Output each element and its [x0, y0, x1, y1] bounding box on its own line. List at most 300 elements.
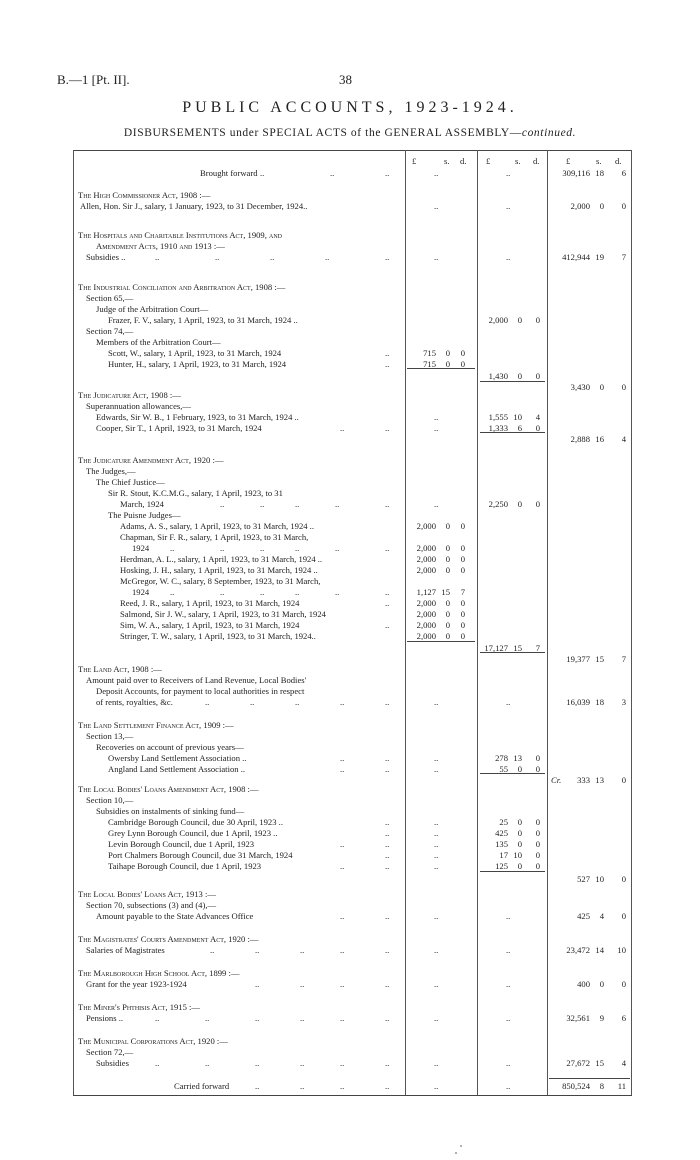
- row-label: Section 74,—: [86, 326, 134, 336]
- leader-dots: ..: [295, 543, 300, 553]
- empty-amount: ..: [434, 697, 439, 707]
- row-label: Chapman, Sir F. R., salary, 1 April, 1923, to 31 March,: [120, 532, 309, 542]
- row-label: Reed, J. R., salary, 1 April, 1923, to 31 March, 1924: [120, 598, 300, 608]
- row-label: Cambridge Borough Council, due 30 April, 1923 ..: [108, 817, 283, 827]
- speck: [460, 1145, 462, 1147]
- pence-value: 0: [621, 201, 626, 211]
- pence-value: 0: [460, 598, 465, 608]
- pounds-value: 715: [423, 348, 436, 358]
- pence-value: 0: [621, 979, 626, 989]
- row-label: Recoveries on account of previous years—: [96, 742, 244, 752]
- leader-dots: ..: [385, 423, 390, 433]
- leader-dots: ..: [385, 697, 390, 707]
- act-heading: The Land Act, 1908 :—: [78, 664, 162, 674]
- empty-amount: ..: [434, 168, 439, 178]
- shillings-value: 15: [595, 654, 604, 664]
- shillings-value: 10: [513, 850, 522, 860]
- pence-header: d.: [533, 156, 540, 166]
- shillings-value: 13: [513, 753, 522, 763]
- leader-dots: ..: [385, 861, 390, 871]
- pence-value: 3: [621, 697, 626, 707]
- leader-dots: ..: [260, 543, 265, 553]
- pence-value: 7: [621, 252, 626, 262]
- leader-dots: ..: [270, 252, 275, 262]
- row-label: Grey Lynn Borough Council, due 1 April, 1923 ..: [108, 828, 278, 838]
- pounds-value: 17,127: [484, 643, 508, 653]
- pounds-value: 25: [499, 817, 508, 827]
- pence-value: 7: [460, 587, 465, 597]
- leader-dots: ..: [385, 499, 390, 509]
- pounds-value: 425: [495, 828, 508, 838]
- pounds-value: 333: [577, 775, 590, 785]
- pence-value: 7: [621, 654, 626, 664]
- leader-dots: ..: [385, 1058, 390, 1068]
- leader-dots: ..: [385, 1013, 390, 1023]
- pounds-value: 2,000: [416, 598, 436, 608]
- pence-value: 6: [621, 1013, 626, 1023]
- leader-dots: ..: [255, 1058, 260, 1068]
- subtitle-continued: continued.: [521, 127, 577, 139]
- pounds-value: 2,250: [488, 499, 508, 509]
- leader-dots: ..: [300, 1081, 305, 1091]
- shillings-value: 0: [445, 543, 450, 553]
- shillings-value: 0: [445, 598, 450, 608]
- row-label: 1924: [132, 587, 150, 597]
- shillings-value: 9: [599, 1013, 604, 1023]
- leader-dots: ..: [295, 587, 300, 597]
- shillings-value: 0: [517, 839, 522, 849]
- leader-dots: ..: [340, 1081, 345, 1091]
- empty-amount: ..: [434, 201, 439, 211]
- pounds-value: 2,000: [416, 609, 436, 619]
- pounds-value: 400: [577, 979, 590, 989]
- leader-dots: ..: [220, 587, 225, 597]
- pounds-value: 2,000: [416, 554, 436, 564]
- row-label: Deposit Accounts, for payment to local authorities in respect: [96, 686, 305, 696]
- shillings-value: 18: [595, 697, 604, 707]
- shillings-value: 0: [517, 861, 522, 871]
- act-heading: The Miner's Phthisis Act, 1915 :—: [78, 1002, 201, 1012]
- leader-dots: ..: [340, 1058, 345, 1068]
- pence-value: 0: [621, 911, 626, 921]
- pounds-value: 135: [495, 839, 508, 849]
- row-label: Angland Land Settlement Association ..: [108, 764, 246, 774]
- empty-amount: ..: [506, 1058, 511, 1068]
- credit-marker: Cr.: [551, 775, 562, 785]
- row-label: Subsidies on instalments of sinking fund—: [96, 806, 245, 816]
- row-label: Brought forward: [200, 168, 258, 178]
- row-label: Amount payable to the State Advances Office: [96, 911, 254, 921]
- shillings-value: 0: [517, 315, 522, 325]
- leader-dots: ..: [385, 764, 390, 774]
- shillings-value: 0: [599, 201, 604, 211]
- pounds-value: 125: [495, 861, 508, 871]
- leader-dots: ..: [155, 1058, 160, 1068]
- leader-dots: ..: [385, 543, 390, 553]
- leader-dots: ..: [255, 1081, 260, 1091]
- row-label: Hosking, J. H., salary, 1 April, 1923, to 31 March, 1924 ..: [120, 565, 318, 575]
- row-label: 1924: [132, 543, 150, 553]
- act-heading: The Local Bodies' Loans Amendment Act, 1908 :—: [78, 784, 259, 794]
- shillings-value: 0: [445, 359, 450, 369]
- pounds-value: 850,524: [562, 1081, 590, 1091]
- shillings-value: 0: [445, 348, 450, 358]
- empty-amount: ..: [434, 412, 439, 422]
- pounds-value: 715: [423, 359, 436, 369]
- empty-amount: ..: [506, 168, 511, 178]
- empty-amount: ..: [434, 753, 439, 763]
- leader-dots: ..: [300, 1013, 305, 1023]
- pence-value: 0: [535, 861, 540, 871]
- leader-dots: ..: [220, 543, 225, 553]
- shillings-value: 6: [517, 423, 522, 433]
- row-label: Levin Borough Council, due 1 April, 1923: [108, 839, 255, 849]
- pounds-header: £: [412, 156, 417, 166]
- pence-value: 0: [460, 359, 465, 369]
- leader-dots: ..: [220, 499, 225, 509]
- empty-amount: ..: [434, 252, 439, 262]
- empty-amount: ..: [434, 817, 439, 827]
- pounds-value: 1,333: [488, 423, 508, 433]
- pence-header: d.: [615, 156, 622, 166]
- leader-dots: ..: [340, 697, 345, 707]
- row-label: The Judges,—: [86, 466, 136, 476]
- row-label: Carried forward: [174, 1081, 230, 1091]
- pence-value: 4: [621, 1058, 626, 1068]
- leader-dots: ..: [295, 697, 300, 707]
- row-label: Section 10,—: [86, 795, 134, 805]
- empty-amount: ..: [434, 850, 439, 860]
- pence-value: 0: [460, 348, 465, 358]
- leader-dots: ..: [340, 1013, 345, 1023]
- row-label: Port Chalmers Borough Council, due 31 March, 1924: [108, 850, 293, 860]
- pounds-value: 278: [495, 753, 508, 763]
- shillings-header: s.: [515, 156, 521, 166]
- row-label: The Puisne Judges—: [108, 510, 181, 520]
- row-label: Subsidies ..: [86, 252, 126, 262]
- act-heading: The Judicature Act, 1908 :—: [78, 390, 181, 400]
- leader-dots: ..: [385, 587, 390, 597]
- leader-dots: ..: [300, 979, 305, 989]
- empty-amount: ..: [434, 861, 439, 871]
- pence-value: 0: [535, 817, 540, 827]
- leader-dots: ..: [335, 543, 340, 553]
- empty-amount: ..: [434, 839, 439, 849]
- row-label: Cooper, Sir T., 1 April, 1923, to 31 March, 1924: [96, 423, 262, 433]
- leader-dots: ..: [170, 587, 175, 597]
- shillings-value: 15: [441, 587, 450, 597]
- row-label: Taihape Borough Council, due 1 April, 1923: [108, 861, 262, 871]
- leader-dots: ..: [340, 861, 345, 871]
- empty-amount: ..: [434, 828, 439, 838]
- leader-dots: ..: [385, 168, 390, 178]
- shillings-value: 16: [595, 434, 604, 444]
- leader-dots: ..: [340, 764, 345, 774]
- leader-dots: ..: [385, 598, 390, 608]
- pounds-value: 425: [577, 911, 590, 921]
- row-label: March, 1924: [120, 499, 164, 509]
- pounds-header: £: [486, 156, 491, 166]
- empty-amount: ..: [434, 499, 439, 509]
- row-label: Owersby Land Settlement Association ..: [108, 753, 247, 763]
- leader-dots: ..: [340, 753, 345, 763]
- shillings-value: 19: [595, 252, 604, 262]
- shillings-value: 0: [445, 631, 450, 641]
- row-label: Section 65,—: [86, 293, 134, 303]
- pence-value: 0: [460, 521, 465, 531]
- leader-dots: ..: [155, 1013, 160, 1023]
- pounds-header: £: [566, 156, 571, 166]
- leader-dots: ..: [385, 945, 390, 955]
- pence-value: 0: [535, 839, 540, 849]
- leader-dots: ..: [385, 348, 390, 358]
- leader-dots: ..: [330, 168, 335, 178]
- empty-amount: ..: [434, 764, 439, 774]
- pence-value: 0: [621, 382, 626, 392]
- act-heading: The Industrial Conciliation and Arbitration Act, 1908 :—: [78, 282, 286, 292]
- pence-value: 0: [535, 499, 540, 509]
- pounds-value: 1,127: [416, 587, 436, 597]
- act-heading: The Judicature Amendment Act, 1920 :—: [78, 455, 224, 465]
- row-label: Sir R. Stout, K.C.M.G., salary, 1 April, 1923, to 31: [108, 488, 283, 498]
- shillings-value: 0: [445, 620, 450, 630]
- row-label: Herdman, A. L., salary, 1 April, 1923, to 31 March, 1924 ..: [120, 554, 323, 564]
- pounds-value: 2,000: [570, 201, 590, 211]
- act-heading: The Magistrates' Courts Amendment Act, 1920 :—: [78, 934, 259, 944]
- shillings-value: 10: [513, 412, 522, 422]
- leader-dots: ..: [385, 839, 390, 849]
- leader-dots: ..: [385, 828, 390, 838]
- pence-value: 0: [460, 565, 465, 575]
- pounds-value: 412,944: [562, 252, 590, 262]
- row-label: Allen, Hon. Sir J., salary, 1 January, 1923, to 31 December, 1924..: [80, 201, 308, 211]
- leader-dots: ..: [205, 697, 210, 707]
- pounds-value: 16,039: [566, 697, 590, 707]
- row-label: Stringer, T. W., salary, 1 April, 1923, to 31 March, 1924..: [120, 631, 316, 641]
- shillings-value: 0: [517, 764, 522, 774]
- empty-amount: ..: [506, 252, 511, 262]
- pounds-value: 2,000: [416, 543, 436, 553]
- pounds-value: 32,561: [566, 1013, 590, 1023]
- leader-dots: ..: [205, 1013, 210, 1023]
- pounds-value: 2,888: [570, 434, 590, 444]
- pounds-value: 2,000: [488, 315, 508, 325]
- pence-value: 4: [621, 434, 626, 444]
- shillings-value: 0: [445, 565, 450, 575]
- pounds-value: 27,672: [566, 1058, 590, 1068]
- pounds-value: 17: [499, 850, 508, 860]
- shillings-value: 0: [517, 817, 522, 827]
- shillings-header: s.: [444, 156, 450, 166]
- pounds-value: 2,000: [416, 565, 436, 575]
- shillings-value: 0: [445, 554, 450, 564]
- pounds-value: 2,000: [416, 521, 436, 531]
- row-label: Sim, W. A., salary, 1 April, 1923, to 31 March, 1924: [120, 620, 300, 630]
- leader-dots: ..: [385, 850, 390, 860]
- row-label: Grant for the year 1923-1924: [86, 979, 187, 989]
- shillings-value: 0: [517, 371, 522, 381]
- row-label: of rents, royalties, &c.: [96, 697, 173, 707]
- leader-dots: ..: [205, 1058, 210, 1068]
- leader-dots: ..: [385, 753, 390, 763]
- shillings-value: 15: [513, 643, 522, 653]
- pence-value: 0: [460, 543, 465, 553]
- leader-dots: ..: [300, 945, 305, 955]
- pounds-value: 23,472: [566, 945, 590, 955]
- row-label: Edwards, Sir W. B., 1 February, 1923, to 31 March, 1924 ..: [96, 412, 299, 422]
- leader-dots: ..: [260, 587, 265, 597]
- pounds-value: 55: [499, 764, 508, 774]
- empty-amount: ..: [506, 1013, 511, 1023]
- empty-amount: ..: [506, 697, 511, 707]
- row-label: Superannuation allowances,—: [86, 401, 192, 411]
- leader-dots: ..: [385, 252, 390, 262]
- shillings-value: 14: [595, 945, 604, 955]
- leader-dots: ..: [335, 499, 340, 509]
- leader-dots: ..: [255, 1013, 260, 1023]
- pounds-value: 3,430: [570, 382, 590, 392]
- pence-value: 10: [617, 945, 626, 955]
- leader-dots: ..: [385, 911, 390, 921]
- leader-dots: ..: [255, 979, 260, 989]
- leader-dots: ..: [250, 697, 255, 707]
- pounds-value: 1,430: [488, 371, 508, 381]
- empty-amount: ..: [506, 979, 511, 989]
- leader-dots: ..: [385, 359, 390, 369]
- leader-dots: ..: [295, 499, 300, 509]
- shillings-value: 8: [599, 1081, 604, 1091]
- leader-dots: ..: [210, 945, 215, 955]
- leader-dots: ..: [385, 620, 390, 630]
- row-label: Salmond, Sir J. W., salary, 1 April, 1923, to 31 March, 1924: [120, 609, 326, 619]
- document-reference: B.—1 [Pt. II].: [57, 72, 130, 87]
- leader-dots: ..: [155, 252, 160, 262]
- act-heading: The Hospitals and Charitable Institutions Act, 1909, and: [78, 230, 283, 240]
- pence-value: 4: [535, 412, 540, 422]
- empty-amount: ..: [434, 1013, 439, 1023]
- pence-value: 0: [460, 609, 465, 619]
- pence-value: 0: [535, 828, 540, 838]
- pence-value: 0: [535, 315, 540, 325]
- page-number: 38: [339, 72, 352, 87]
- shillings-value: 13: [595, 775, 604, 785]
- leader-dots: ..: [335, 587, 340, 597]
- shillings-value: 0: [599, 382, 604, 392]
- empty-amount: ..: [506, 1081, 511, 1091]
- pence-value: 0: [460, 620, 465, 630]
- row-label: Section 13,—: [86, 731, 134, 741]
- page-title: PUBLIC ACCOUNTS, 1923-1924.: [182, 99, 518, 116]
- act-heading: The Marlborough High School Act, 1899 :—: [78, 968, 240, 978]
- empty-amount: ..: [434, 945, 439, 955]
- row-label: Salaries of Magistrates: [86, 945, 165, 955]
- act-heading: The Municipal Corporations Act, 1920 :—: [78, 1036, 228, 1046]
- empty-amount: ..: [434, 1081, 439, 1091]
- shillings-value: 0: [445, 609, 450, 619]
- leader-dots: ..: [340, 911, 345, 921]
- row-label: Section 70, subsections (3) and (4),—: [86, 900, 217, 910]
- pence-value: 0: [460, 631, 465, 641]
- leader-dots: ..: [300, 1058, 305, 1068]
- act-heading: The High Commissioner Act, 1908 :—: [78, 190, 211, 200]
- row-label: Adams, A. S., salary, 1 April, 1923, to 31 March, 1924 ..: [120, 521, 314, 531]
- leader-dots: ..: [260, 168, 265, 178]
- leader-dots: ..: [215, 252, 220, 262]
- leader-dots: ..: [255, 945, 260, 955]
- leader-dots: ..: [385, 979, 390, 989]
- row-label: Members of the Arbitration Court—: [96, 337, 221, 347]
- leader-dots: ..: [385, 817, 390, 827]
- shillings-value: 18: [595, 168, 604, 178]
- shillings-value: 4: [599, 911, 604, 921]
- empty-amount: ..: [506, 911, 511, 921]
- speck: [455, 1152, 457, 1154]
- shillings-value: 0: [517, 828, 522, 838]
- pence-value: 0: [621, 775, 626, 785]
- leader-dots: ..: [325, 252, 330, 262]
- row-label: The Chief Justice—: [96, 477, 165, 487]
- shillings-value: 0: [445, 521, 450, 531]
- pence-value: 0: [535, 850, 540, 860]
- pence-value: 0: [621, 874, 626, 884]
- act-heading: Amendment Acts, 1910 and 1913 :—: [96, 241, 225, 251]
- row-label: Amount paid over to Receivers of Land Revenue, Local Bodies': [86, 675, 307, 685]
- subtitle-main: DISBURSEMENTS under SPECIAL ACTS of the GENERAL ASSEMBLY—: [123, 127, 522, 139]
- row-label: Hunter, H., salary, 1 April, 1923, to 31 March, 1924: [108, 359, 287, 369]
- shillings-value: 0: [517, 499, 522, 509]
- empty-amount: ..: [434, 979, 439, 989]
- pounds-value: 2,000: [416, 631, 436, 641]
- shillings-header: s.: [596, 156, 602, 166]
- leader-dots: ..: [340, 979, 345, 989]
- shillings-value: 15: [595, 1058, 604, 1068]
- pence-value: 7: [535, 643, 540, 653]
- pounds-value: 309,116: [562, 168, 590, 178]
- leader-dots: ..: [170, 543, 175, 553]
- shillings-value: 0: [599, 979, 604, 989]
- empty-amount: ..: [434, 911, 439, 921]
- leader-dots: ..: [260, 499, 265, 509]
- pounds-value: 19,377: [566, 654, 590, 664]
- pounds-value: 2,000: [416, 620, 436, 630]
- row-label: Subsidies: [96, 1058, 129, 1068]
- row-label: Scott, W., salary, 1 April, 1923, to 31 March, 1924: [108, 348, 282, 358]
- pounds-value: 527: [577, 874, 590, 884]
- row-label: McGregor, W. C., salary, 8 September, 1923, to 31 March,: [120, 576, 321, 586]
- empty-amount: ..: [506, 945, 511, 955]
- shillings-value: 10: [595, 874, 604, 884]
- row-label: Frazer, F. V., salary, 1 April, 1923, to 31 March, 1924 ..: [108, 315, 298, 325]
- empty-amount: ..: [434, 1058, 439, 1068]
- leader-dots: ..: [385, 1081, 390, 1091]
- pence-value: 0: [460, 554, 465, 564]
- empty-amount: ..: [506, 201, 511, 211]
- pence-value: 0: [535, 423, 540, 433]
- act-heading: The Land Settlement Finance Act, 1909 :—: [78, 720, 234, 730]
- empty-amount: ..: [434, 423, 439, 433]
- pence-value: 0: [535, 753, 540, 763]
- act-heading: The Local Bodies' Loans Act, 1913 :—: [78, 889, 216, 899]
- row-label: Pensions ..: [86, 1013, 124, 1023]
- row-label: Judge of the Arbitration Court—: [96, 304, 209, 314]
- leader-dots: ..: [340, 423, 345, 433]
- leader-dots: ..: [340, 945, 345, 955]
- pence-value: 6: [621, 168, 626, 178]
- pence-header: d.: [460, 156, 467, 166]
- pence-value: 0: [535, 371, 540, 381]
- row-label: Section 72,—: [86, 1047, 134, 1057]
- pence-value: 11: [617, 1081, 626, 1091]
